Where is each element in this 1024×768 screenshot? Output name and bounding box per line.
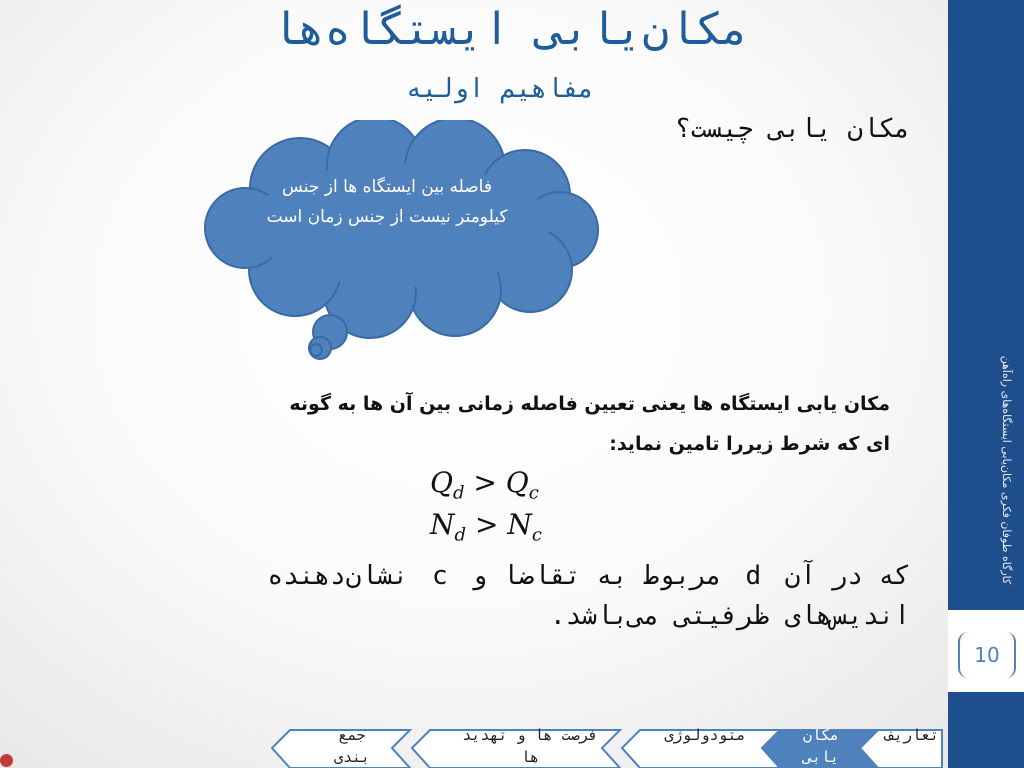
thought-cloud <box>190 120 610 365</box>
explanation-line-2: اندیس‌های ظرفیتی می‌باشد. <box>549 601 910 631</box>
explanation-text <box>100 556 910 636</box>
definition-line-2: ای که شرط زیررا تامین نماید: <box>609 433 890 455</box>
nav-item-methodology[interactable]: متودولوژی <box>664 726 746 744</box>
explanation-line-1: که در آن d مربوط به تقاضا و c نشان‌دهنده <box>267 561 910 591</box>
page-number: 10 <box>958 632 1016 678</box>
slide-subtitle: مفاهیم اولیه <box>406 74 594 104</box>
nav-item-tarif[interactable]: تعاریف <box>884 726 940 744</box>
definition-text <box>230 384 890 464</box>
nav-item-makanyabi[interactable]: مکان یابی <box>802 726 840 766</box>
cloud-text: فاصله بین ایستگاه ها از جنس کیلومتر نیست از جنس زمان است <box>266 177 508 227</box>
slide-title: مکان‌یابی ایستگاه‌ها <box>271 4 749 55</box>
formula-q: $Q_d > Q_c$ <box>430 466 539 504</box>
definition-line-1: مکان یابی ایستگاه ها یعنی تعیین فاصله زمانی بین آن ها به گونه <box>289 393 890 415</box>
nav-item-jamBandi[interactable]: جمع بندی <box>333 726 371 766</box>
corner-logo-icon <box>0 754 13 767</box>
question-heading: مکان یابی چیست؟ <box>675 114 910 144</box>
nav-item-forsat[interactable]: فرصت ها و تهدید ها <box>462 726 598 766</box>
formula-n: $N_d > N_c$ <box>430 508 542 546</box>
sidebar-vertical-title: کارگاه طوفان فکری مکان‌یابی ایستگاه‌های راه‌آهن <box>1000 355 1013 585</box>
